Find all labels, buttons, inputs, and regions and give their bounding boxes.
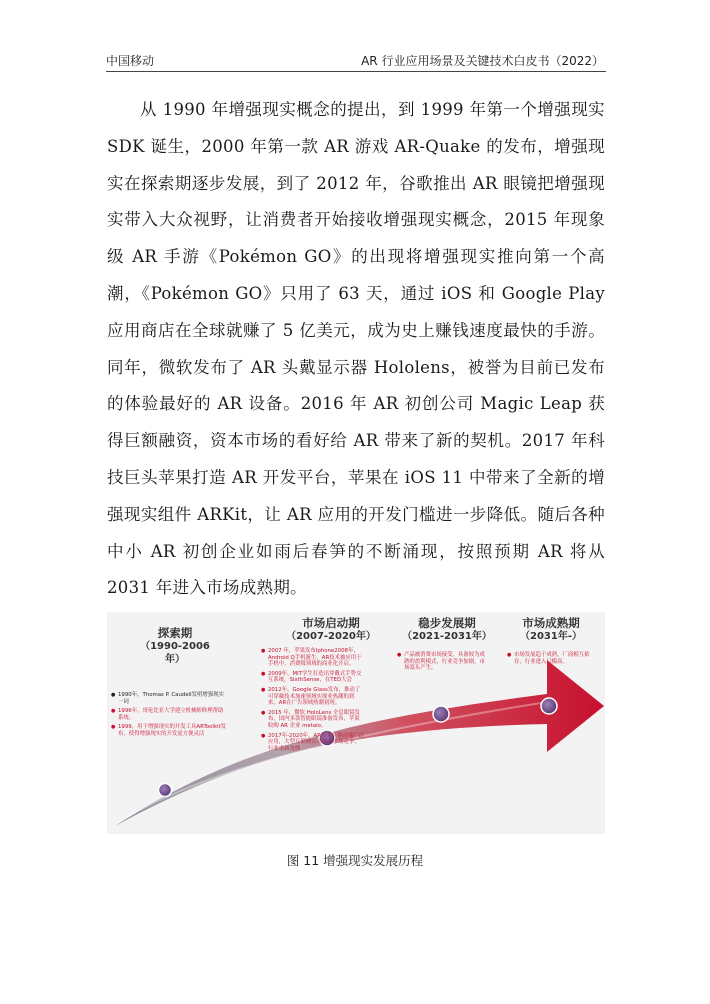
phase-4-title: 市场成熟期	[522, 616, 580, 630]
phase-1-events	[111, 692, 227, 741]
phase-1-event-2: ● 1996年，哥伦比亚大学建立机械师修理帮助系统。	[111, 708, 227, 721]
stage-marker-3	[433, 706, 449, 722]
phase-2-event-5: ● 2017年-2020年，AR技术在移动端广泛应用，大型互联网公司加入市场竞争，行业重新洗牌	[261, 733, 365, 753]
phase-4-events	[507, 652, 597, 668]
body-paragraph: 从 1990 年增强现实概念的提出，到 1999 年第一个增强现实 SDK 诞生，2000 年第一款 AR 游戏 AR-Quake 的发布，增强现实在探索期逐步发展，到了 2012 年，谷歌推出 AR 眼镜把增强现实带入大众视野，让消费者开始接收增强现实概念，2015 年现象级 AR 手游《Pokémon GO》的出现将增强现实推向第一个高潮，《Pokémon GO》只用了 63 天，通过 iOS 和 Google Play 应用商店在全球就赚了 5 亿美元，成为史上赚钱速度最快的手游。同年，微软发布了 AR 头戴显示器 Hololens，被誉为目前已发布的体验最好的 AR 设备。2016 年 AR 初创公司 Magic Leap 获得巨额融资，资本市场的看好给 AR 带来了新的契机。2017 年科技巨头苹果打造 AR 开发平台，苹果在 iOS 11 中带来了全新的增强现实组件 ARKit，让 AR 应用的开发门槛进一步降低。随后各种中小 AR 初创企业如雨后春笋的不断涌现，按照预期 AR 将从 2031 年进入市场成熟期。	[107, 100, 605, 598]
phase-2-event-3: ● 2012年，Google Glass发布，推动了可穿戴技术加速领域实现业热潮的到来，AR在广告领域热潮初现。	[261, 687, 365, 707]
phase-3-title: 稳步发展期	[418, 616, 476, 630]
stage-marker-4	[541, 698, 557, 714]
phase-2-event-1: ● 2007 年，苹果发布Iphone2008年，Android Q手机诞生，AR技术被应用于手机中，消费级领域的商业化开启。	[261, 648, 365, 668]
phase-2-event-2: ● 2009年，MIT学生打造出穿戴式手势交互系统，SixthSense，在TED大会	[261, 671, 365, 684]
phase-4-event-1: ● 市场发展趋于成熟，厂商相互依存，行业进入门槛高。	[507, 652, 597, 665]
header-left-text: 中国移动	[106, 54, 155, 68]
header-right-text: AR 行业应用场景及关键技术白皮书（2022）	[361, 54, 604, 68]
phase-2-event-4: ● 2015 年，微软 HoloLens 全息眼镜发布，国内多款智能眼镜准备发布，苹果收购 AR 企业 metaio。	[261, 710, 365, 730]
phase-3-period: （2021-2031年）	[402, 631, 492, 642]
phase-1-title: 探索期	[157, 626, 193, 640]
phase-3-event-1: ● 产品被消费市场接受，具备较为成熟的盈利模式，行业竞争加剧，市场寡头产生。	[397, 652, 489, 672]
stage-marker-1	[159, 784, 172, 797]
phase-2-events	[261, 648, 365, 755]
phase-4-period: （2031年-）	[520, 631, 582, 642]
phase-1-period: （1990-2006 年）	[140, 641, 210, 665]
figure-caption: 图 11 增强现实发展历程	[286, 853, 424, 868]
timeline-figure	[107, 612, 605, 834]
phase-2-period: （2007-2020年）	[286, 631, 376, 642]
phase-1-event-1: ● 1990年，Thomas P. Caudell发明增强现实一词	[111, 692, 227, 705]
phase-1-event-3: ● 1999，用于增强现实的开发工具ARToolkit发布，使得增强现实的开发更方便灵活	[111, 724, 227, 737]
phase-2-title: 市场启动期	[302, 616, 360, 630]
header-divider	[106, 71, 606, 72]
phase-3-events	[397, 652, 489, 675]
